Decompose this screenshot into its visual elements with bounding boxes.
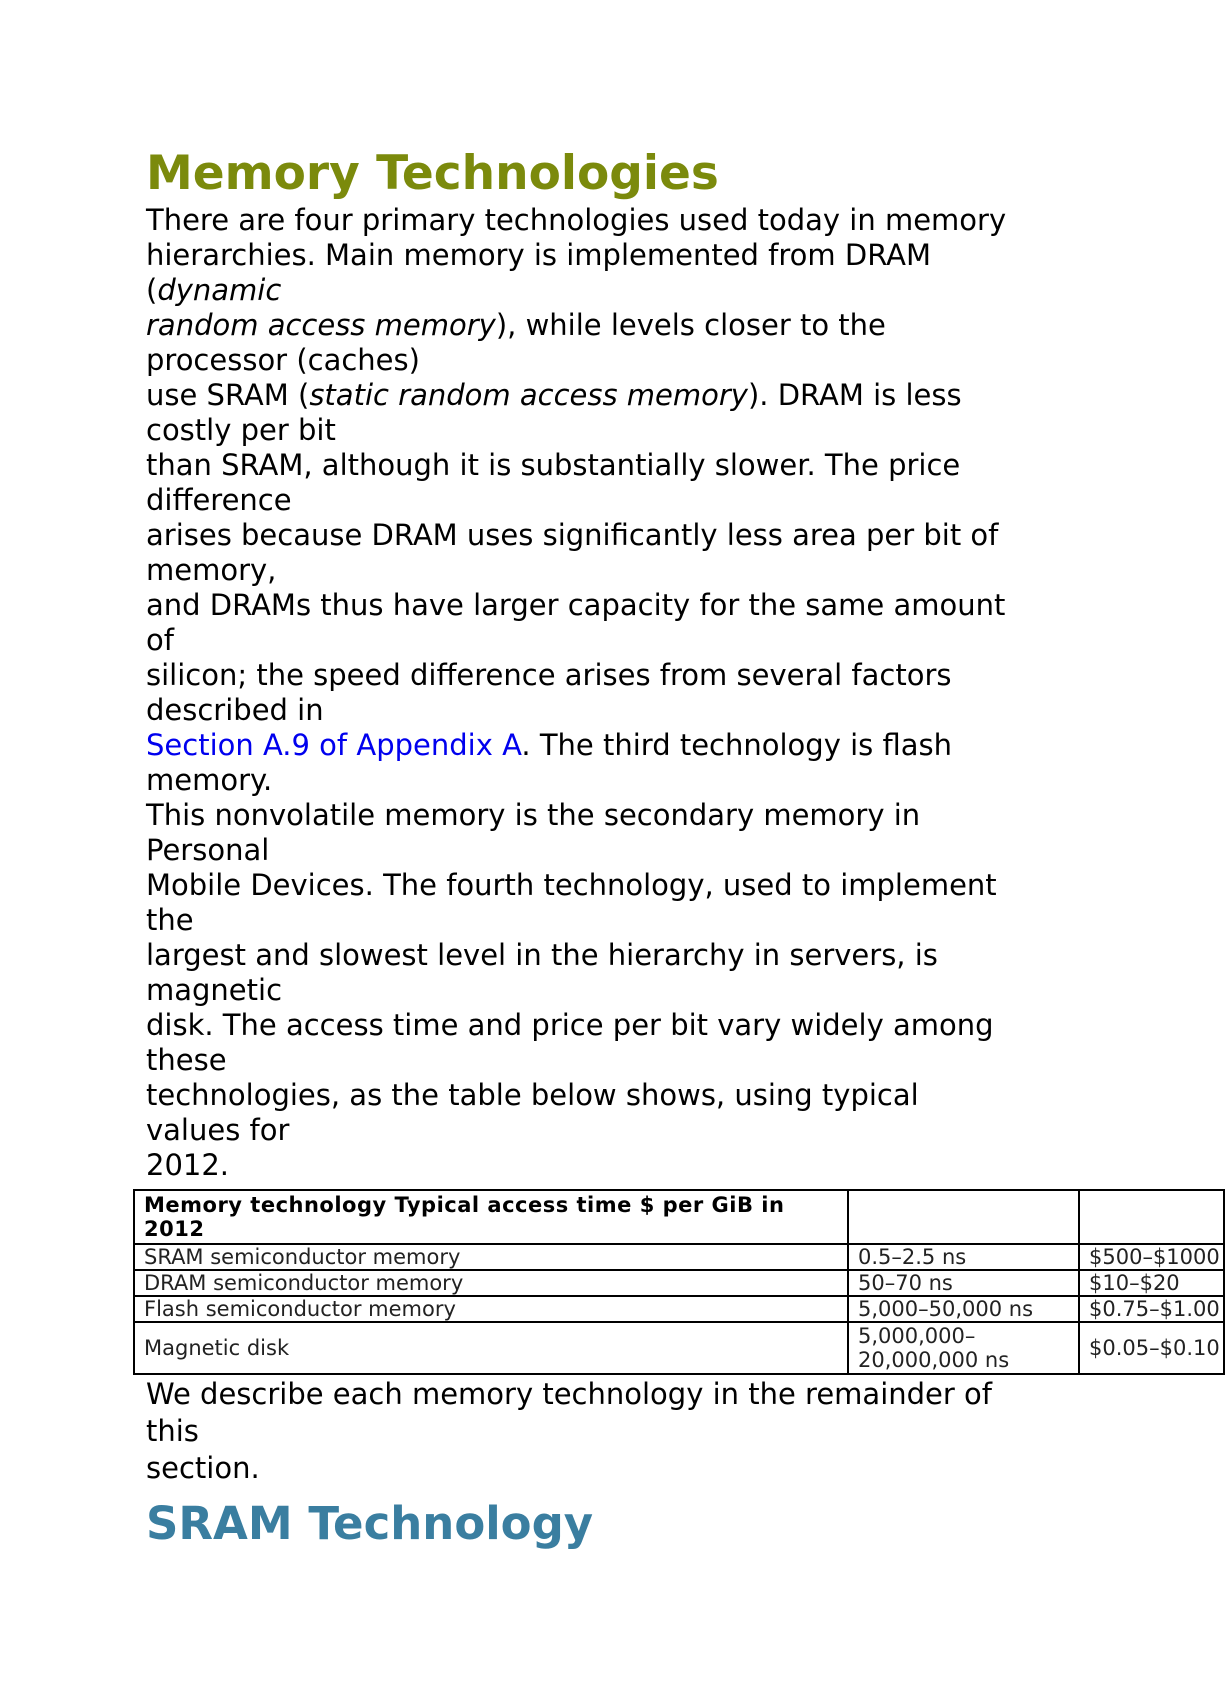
text-line: this: [146, 1414, 199, 1448]
text-line: processor (caches): [146, 343, 420, 377]
table-row: [134, 1244, 1224, 1270]
text-line: disk. The access time and price per bit vary widely among: [146, 1008, 994, 1042]
price-cell: $0.05–$0.10: [1079, 1322, 1224, 1374]
price-cell: $500–$1000: [1079, 1244, 1224, 1270]
text-line: section.: [146, 1451, 260, 1485]
access-time-cell: 5,000–50,000 ns: [848, 1296, 1079, 1322]
text-line: and DRAMs thus have larger capacity for the same amount: [146, 588, 1006, 622]
tech-cell: Flash semiconductor memory: [134, 1296, 848, 1322]
table-header-cell: Memory technology Typical access time $ per GiB in 2012: [134, 1190, 848, 1244]
text-line: use SRAM (static random access memory). DRAM is less: [146, 378, 962, 412]
appendix-link[interactable]: Section A.9 of Appendix A: [146, 728, 522, 762]
text-line: technologies, as the table below shows, using typical: [146, 1078, 919, 1112]
outro-paragraph: [146, 1376, 1076, 1487]
italic-term: dynamic: [157, 273, 282, 307]
intro-paragraph: [146, 203, 1076, 1183]
text-line: values for: [146, 1113, 290, 1147]
table-header-empty-cell: [1079, 1190, 1224, 1244]
section-heading: SRAM Technology: [146, 1497, 594, 1550]
text-line: these: [146, 1043, 227, 1077]
text-line: Mobile Devices. The fourth technology, used to implement: [146, 868, 997, 902]
text-line: hierarchies. Main memory is implemented from DRAM: [146, 238, 932, 272]
price-cell: $0.75–$1.00: [1079, 1296, 1224, 1322]
text-line: There are four primary technologies used today in memory: [146, 203, 1007, 237]
text-line: We describe each memory technology in the remainder of: [146, 1377, 992, 1411]
text-line: largest and slowest level in the hierarchy in servers, is: [146, 938, 938, 972]
text-line: difference: [146, 483, 292, 517]
italic-term: random access memory: [146, 308, 496, 342]
italic-term: static random access memory: [309, 378, 748, 412]
memory-technology-table: [133, 1189, 1225, 1375]
text-line: Section A.9 of Appendix A. The third technology is flash: [146, 728, 953, 762]
table-header-row: [134, 1190, 1224, 1244]
text-line: costly per bit: [146, 413, 336, 447]
text-line: silicon; the speed difference arises from several factors: [146, 658, 952, 692]
tech-cell: SRAM semiconductor memory: [134, 1244, 848, 1270]
table-header-empty-cell: [848, 1190, 1079, 1244]
text-line: memory.: [146, 763, 273, 797]
text-line: 2012.: [146, 1148, 230, 1182]
price-cell: $10–$20: [1079, 1270, 1224, 1296]
table-row: [134, 1322, 1224, 1374]
access-time-cell: 0.5–2.5 ns: [848, 1244, 1079, 1270]
page-title: Memory Technologies: [146, 146, 719, 201]
text-line: (dynamic: [146, 273, 282, 307]
tech-cell: DRAM semiconductor memory: [134, 1270, 848, 1296]
table-row: [134, 1270, 1224, 1296]
text-line: the: [146, 903, 194, 937]
text-line: Personal: [146, 833, 270, 867]
table-row: [134, 1296, 1224, 1322]
text-line: than SRAM, although it is substantially slower. The price: [146, 448, 961, 482]
tech-cell: Magnetic disk: [134, 1322, 848, 1374]
text-line: of: [146, 623, 174, 657]
access-time-cell: 50–70 ns: [848, 1270, 1079, 1296]
text-line: described in: [146, 693, 324, 727]
text-line: magnetic: [146, 973, 283, 1007]
text-line: memory,: [146, 553, 277, 587]
text-line: arises because DRAM uses significantly less area per bit of: [146, 518, 999, 552]
text-line: This nonvolatile memory is the secondary memory in: [146, 798, 921, 832]
text-line: random access memory), while levels closer to the: [146, 308, 886, 342]
access-time-cell: 5,000,000–20,000,000 ns: [848, 1322, 1079, 1374]
